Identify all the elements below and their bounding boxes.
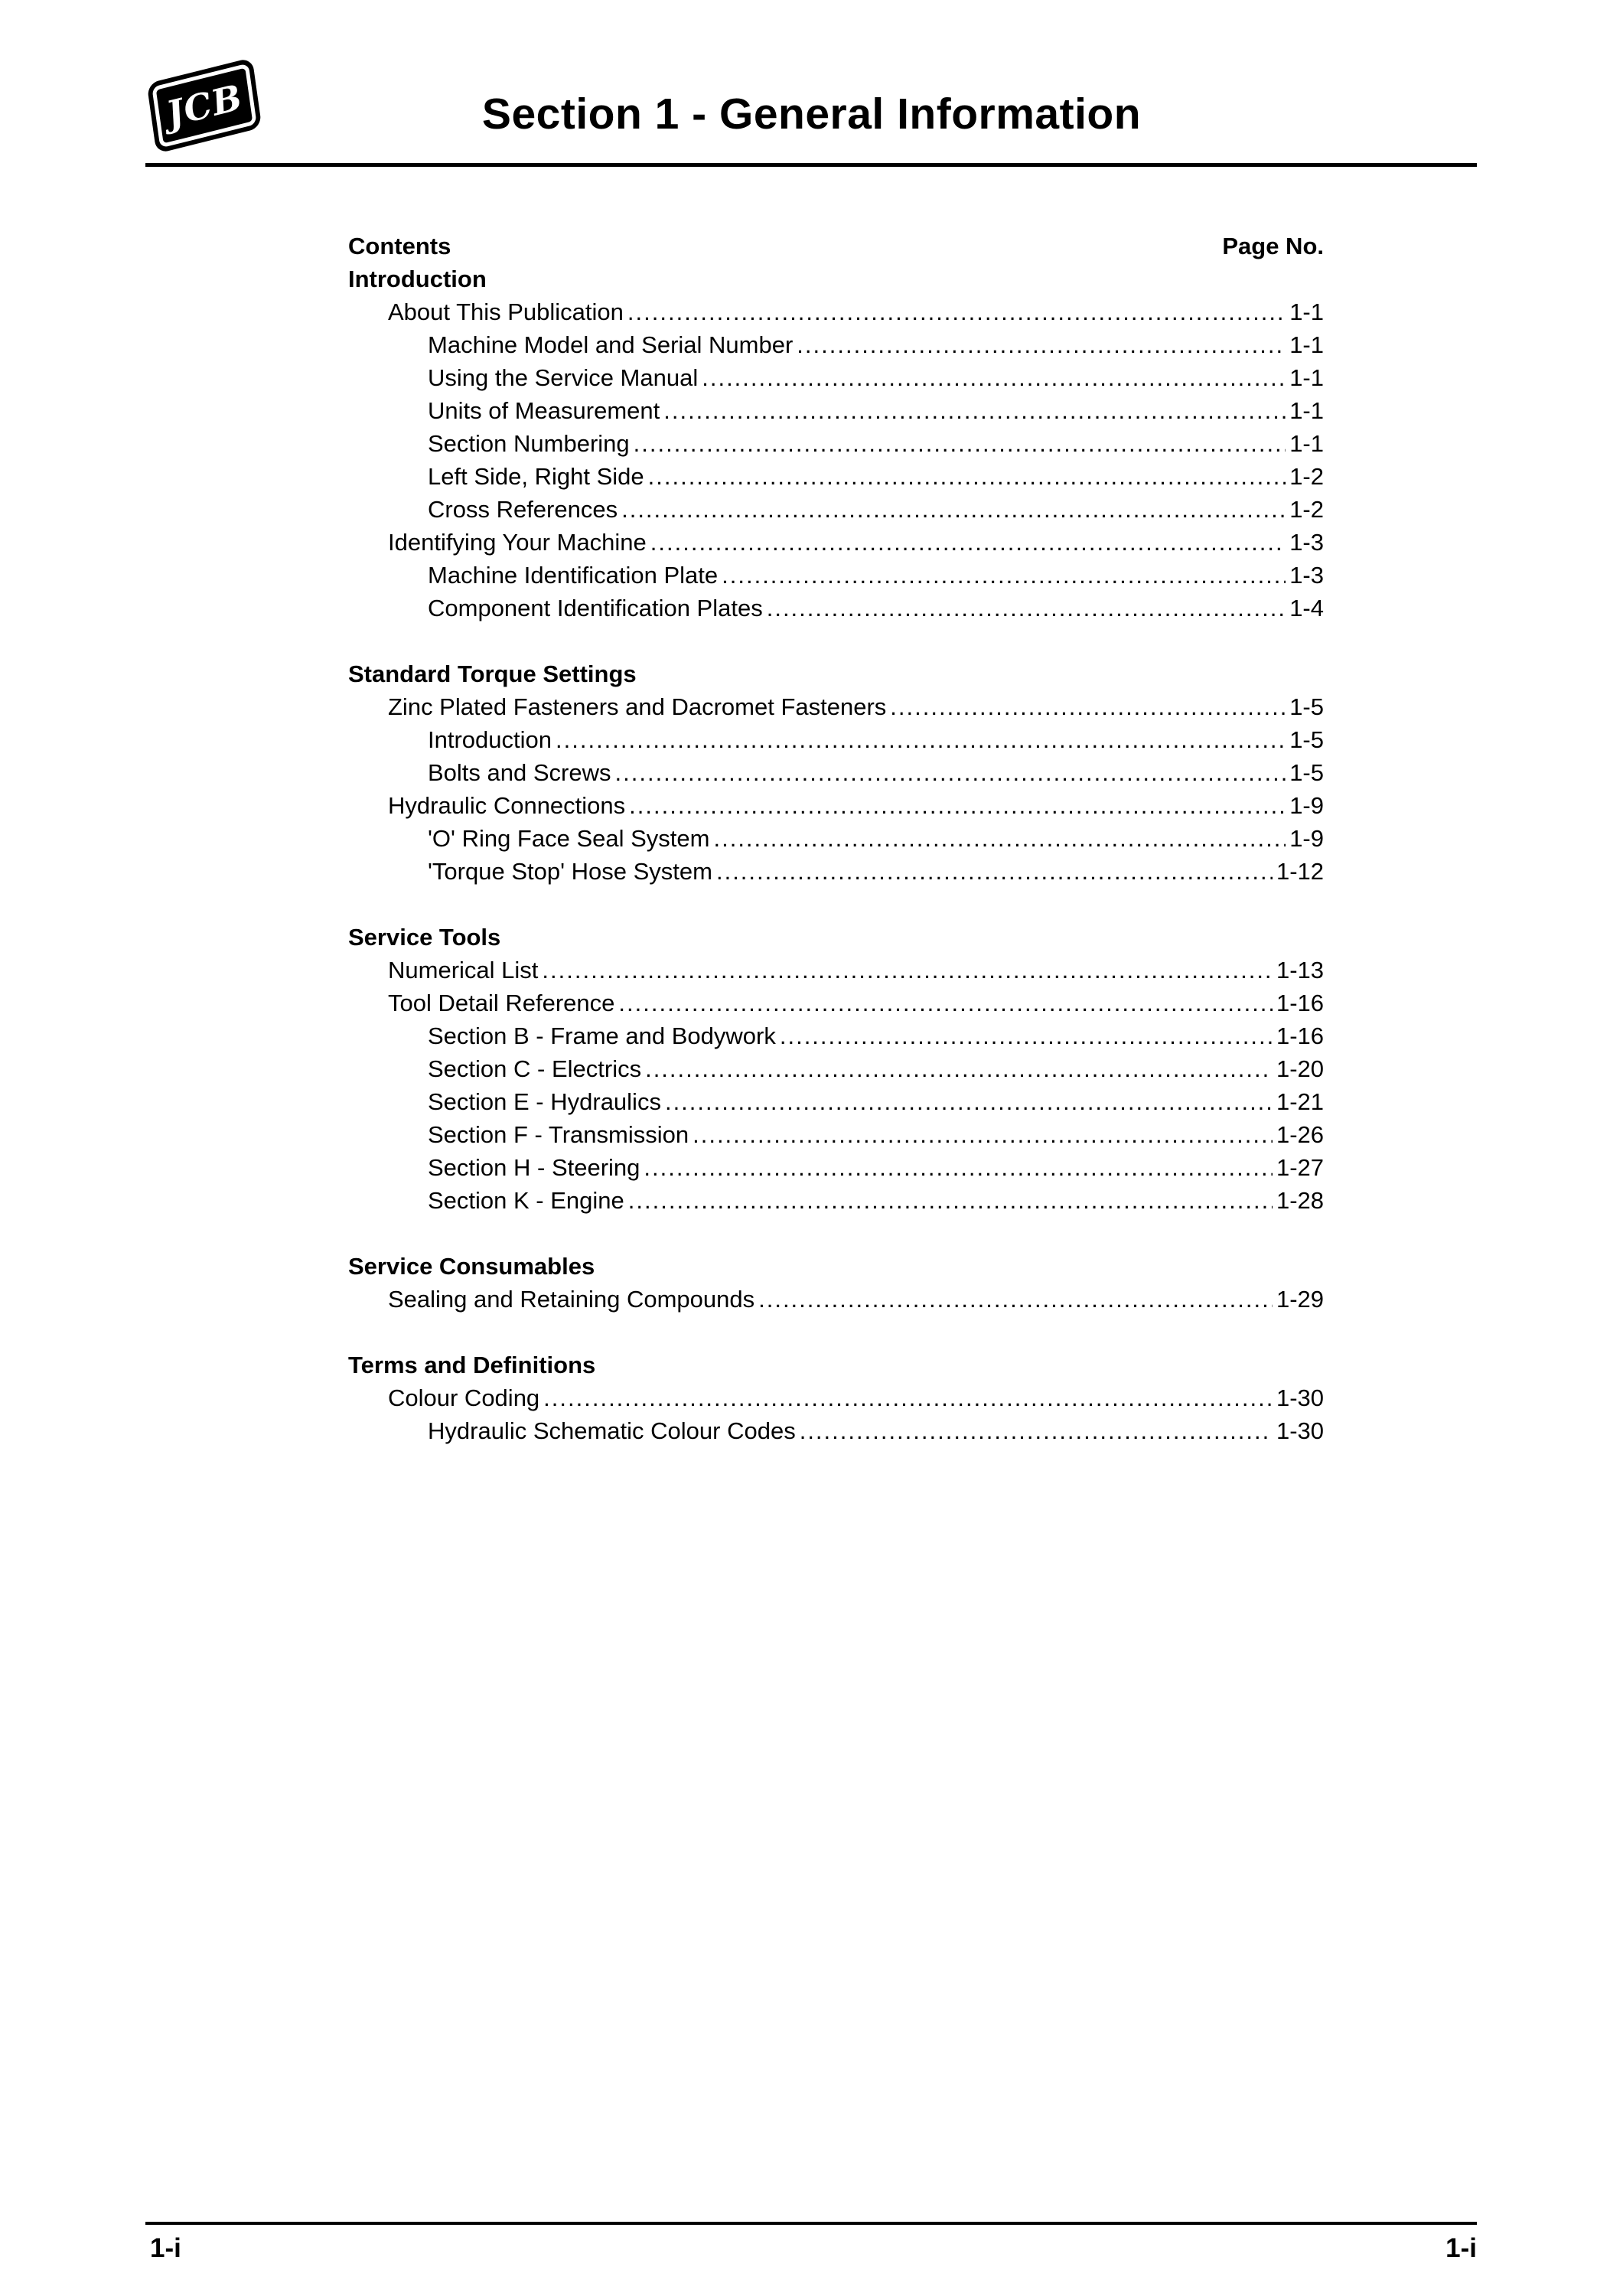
- toc-item-label: Left Side, Right Side: [428, 463, 644, 490]
- toc-item: [348, 1184, 1324, 1217]
- toc-item-page: 1-16: [1276, 1022, 1324, 1049]
- toc-item-label: Bolts and Screws: [428, 759, 611, 786]
- toc-item-label: Tool Detail Reference: [388, 990, 615, 1016]
- page-title: Section 1 - General Information: [481, 90, 1142, 139]
- toc-item-page: 1-1: [1289, 364, 1324, 391]
- dot-leader: [693, 1118, 1273, 1151]
- toc-item-page: 1-9: [1289, 792, 1324, 819]
- dot-leader: [800, 1414, 1273, 1447]
- toc-item-page: 1-3: [1289, 529, 1324, 556]
- toc-section: [348, 657, 1324, 888]
- toc-item-label: Component Identification Plates: [428, 595, 763, 621]
- toc-item-page: 1-28: [1276, 1187, 1324, 1214]
- dot-leader: [797, 328, 1286, 361]
- toc-section: [348, 1250, 1324, 1316]
- toc-item-label: Section E - Hydraulics: [428, 1088, 661, 1115]
- toc-item-page: 1-5: [1289, 693, 1324, 720]
- toc-item-label: Machine Identification Plate: [428, 562, 719, 589]
- toc-item-page: 1-20: [1276, 1055, 1324, 1082]
- dot-leader: [665, 1085, 1273, 1118]
- toc-item-page: 1-1: [1289, 430, 1324, 457]
- toc-item-page: 1-27: [1276, 1154, 1324, 1181]
- toc-item-label: Hydraulic Schematic Colour Codes: [428, 1417, 796, 1444]
- footer-rule: [145, 2222, 1477, 2225]
- toc-item: [348, 1381, 1324, 1414]
- dot-leader: [648, 460, 1286, 493]
- toc-item-label: Section H - Steering: [428, 1154, 640, 1181]
- toc-item-page: 1-12: [1276, 858, 1324, 885]
- toc-item-page: 1-30: [1276, 1417, 1324, 1444]
- dot-leader: [890, 690, 1286, 723]
- toc-header: [348, 230, 1324, 263]
- toc-item: [348, 1118, 1324, 1151]
- dot-leader: [663, 394, 1286, 427]
- toc-section-heading: Standard Torque Settings: [348, 660, 637, 687]
- dot-leader: [542, 954, 1273, 987]
- toc-item-page: 1-21: [1276, 1088, 1324, 1115]
- toc-item: [348, 1151, 1324, 1184]
- toc-item-label: Units of Measurement: [428, 397, 660, 424]
- dot-leader: [722, 559, 1286, 592]
- toc-item-page: 1-30: [1276, 1384, 1324, 1411]
- toc-item-page: 1-1: [1289, 397, 1324, 424]
- toc-item-label: Section B - Frame and Bodywork: [428, 1022, 776, 1049]
- toc-section-heading: Introduction: [348, 266, 487, 292]
- dot-leader: [629, 789, 1286, 822]
- toc-item: [348, 493, 1324, 526]
- toc-item: [348, 526, 1324, 559]
- toc-item-page: 1-5: [1289, 726, 1324, 753]
- toc-item: [348, 822, 1324, 855]
- toc-item: [348, 328, 1324, 361]
- toc-item: [348, 690, 1324, 723]
- dot-leader: [767, 592, 1286, 625]
- toc-item-page: 1-5: [1289, 759, 1324, 786]
- toc-item-label: Section K - Engine: [428, 1187, 624, 1214]
- toc-item: [348, 1085, 1324, 1118]
- toc-item-label: Identifying Your Machine: [388, 529, 647, 556]
- toc-item: [348, 295, 1324, 328]
- toc-item: [348, 855, 1324, 888]
- toc-item-label: Section C - Electrics: [428, 1055, 642, 1082]
- table-of-contents: [348, 230, 1324, 1447]
- toc-section: [348, 1349, 1324, 1447]
- toc-section-heading: Service Tools: [348, 924, 501, 951]
- toc-item-label: Numerical List: [388, 957, 539, 983]
- toc-item: [348, 987, 1324, 1019]
- toc-section-heading: Terms and Definitions: [348, 1352, 596, 1378]
- dot-leader: [713, 822, 1286, 855]
- dot-leader: [716, 855, 1273, 888]
- toc-item: [348, 789, 1324, 822]
- toc-item: [348, 1283, 1324, 1316]
- toc-section: [348, 263, 1324, 625]
- dot-leader: [645, 1052, 1273, 1085]
- toc-item: [348, 1414, 1324, 1447]
- toc-item: [348, 723, 1324, 756]
- footer-page-number-left: 1-i: [150, 2233, 181, 2263]
- toc-item-page: 1-9: [1289, 825, 1324, 852]
- toc-item: [348, 954, 1324, 987]
- dot-leader: [628, 1184, 1273, 1217]
- toc-item-label: Machine Model and Serial Number: [428, 331, 794, 358]
- toc-item-label: Introduction: [428, 726, 552, 753]
- footer-page-number-right: 1-i: [1445, 2233, 1477, 2263]
- toc-item: [348, 1019, 1324, 1052]
- toc-item: [348, 427, 1324, 460]
- dot-leader: [556, 723, 1286, 756]
- dot-leader: [634, 427, 1286, 460]
- dot-leader: [627, 295, 1286, 328]
- contents-label: Contents: [348, 233, 451, 259]
- toc-item-label: Zinc Plated Fasteners and Dacromet Fasteners: [388, 693, 887, 720]
- dot-leader: [644, 1151, 1273, 1184]
- toc-item: [348, 756, 1324, 789]
- toc-item-label: Section Numbering: [428, 430, 630, 457]
- toc-item-page: 1-26: [1276, 1121, 1324, 1148]
- toc-item-page: 1-29: [1276, 1286, 1324, 1313]
- toc-item: [348, 361, 1324, 394]
- toc-item-label: 'Torque Stop' Hose System: [428, 858, 712, 885]
- toc-item-page: 1-2: [1289, 463, 1324, 490]
- toc-item-page: 1-1: [1289, 298, 1324, 325]
- toc-item-page: 1-1: [1289, 331, 1324, 358]
- toc-item: [348, 592, 1324, 625]
- toc-item: [348, 394, 1324, 427]
- header-rule: [145, 163, 1477, 167]
- dot-leader: [758, 1283, 1273, 1316]
- jcb-logo-text: JCB: [161, 76, 247, 135]
- toc-item: [348, 1052, 1324, 1085]
- toc-item-label: Hydraulic Connections: [388, 792, 626, 819]
- toc-sections: [348, 263, 1324, 1447]
- toc-item-label: Cross References: [428, 496, 618, 523]
- dot-leader: [650, 526, 1286, 559]
- dot-leader: [621, 493, 1286, 526]
- toc-item-page: 1-2: [1289, 496, 1324, 523]
- toc-item-label: 'O' Ring Face Seal System: [428, 825, 710, 852]
- toc-item-page: 1-16: [1276, 990, 1324, 1016]
- dot-leader: [702, 361, 1286, 394]
- toc-item-label: About This Publication: [388, 298, 624, 325]
- dot-leader: [618, 987, 1273, 1019]
- dot-leader: [543, 1381, 1273, 1414]
- toc-item-page: 1-3: [1289, 562, 1324, 589]
- toc-item-label: Colour Coding: [388, 1384, 540, 1411]
- toc-section: [348, 921, 1324, 1217]
- toc-item-label: Using the Service Manual: [428, 364, 699, 391]
- toc-item-label: Sealing and Retaining Compounds: [388, 1286, 755, 1313]
- toc-section-heading: Service Consumables: [348, 1253, 595, 1280]
- toc-item-page: 1-13: [1276, 957, 1324, 983]
- page-no-label: Page No.: [1222, 233, 1324, 259]
- toc-item-page: 1-4: [1289, 595, 1324, 621]
- toc-item-label: Section F - Transmission: [428, 1121, 689, 1148]
- dot-leader: [615, 756, 1286, 789]
- toc-item: [348, 460, 1324, 493]
- toc-item: [348, 559, 1324, 592]
- dot-leader: [780, 1019, 1273, 1052]
